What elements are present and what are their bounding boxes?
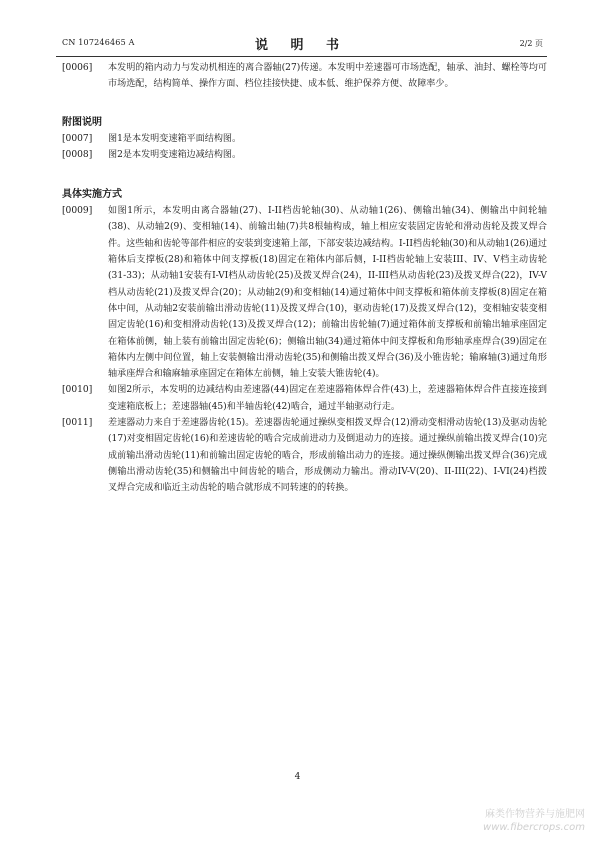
paragraph-number: [0010] (62, 385, 93, 396)
paragraph-text: 如图2所示，本发明的边减结构由差速器(44)固定在差速器箱体焊合件(43)上，差速器箱体焊合件直接连接到变速箱底板上；差速器轴(45)和半轴齿轮(42)啮合，通过半轴驱动行走。 (108, 385, 547, 412)
watermark (483, 808, 585, 834)
paragraph (62, 382, 547, 415)
paragraph-number: [0011] (62, 418, 93, 429)
document-body (62, 60, 547, 497)
paragraph (62, 203, 547, 382)
watermark-url: www.fibercrops.com (483, 822, 585, 833)
paragraph-text: 如图1所示，本发明由离合器轴(27)、I-II档齿轮轴(30)、从动轴1(26)、侧输出轴(34)、侧输出中间轮轴(38)、从动轴2(9)、变相轴(14)、前输出轴(7)共8根轴构成，轴上相应安装固定齿轮和滑动齿轮及拨叉焊合件。这些轴和齿轮等部件相应的安装到变速箱上部，下部安装边减结构。I-II档齿轮轴(30)和从动轴1(26)通过箱体后支撑板(28)和箱体中间支撑板(18)固定在箱体内部后侧，I-II档齿轮轴上安装III、IV、V档主动齿轮(31-33)；从动轴1安装有I-VI档从动齿轮(25)及拨叉焊合(24)，II-III档从动齿轮(23)及拨叉焊合(22)，IV-V档从动齿轮(21)及拨叉焊合(20)；从动轴2(9)和变相轴(14)通过箱体中间支撑板和箱体前支撑板(8)固定在箱体中间，从动轴2安装前输出滑动齿轮(11)及拨叉焊合(10)，驱动齿轮(17)及拨叉焊合(12)，变相轴安装变相固定齿轮(16)和变相滑动齿轮(13)及拨叉焊合(12)；前输出齿轮轴(7)通过箱体前支撑板和前输出轴承座固定在箱体前侧，轴上装有前输出固定齿轮(6)；侧输出轴(34)通过箱体中间支撑板和角形轴承座焊合(39)固定在箱体内左侧中间位置，轴上安装侧输出滑动齿轮(35)和侧输出拨叉焊合(36)及小锥齿轮；输麻轴(3)通过角形轴承座焊合和输麻轴承座固定在箱体左前侧，轴上安装大锥齿轮(4)。 (108, 206, 547, 380)
paragraph-number: [0009] (62, 206, 93, 217)
paragraph-text: 本发明的箱内动力与发动机相连的离合器轴(27)传递。本发明中差速器可市场选配，轴承、油封、螺栓等均可市场选配，结构简单、操作方面、档位挂接快捷、成本低、维护保养方便、故障率少。 (108, 63, 547, 90)
publication-number: CN 107246465 A (62, 38, 135, 47)
paragraph (62, 131, 547, 147)
document-title: 说 明 书 (254, 38, 349, 53)
page-header (56, 30, 547, 57)
page-count: 2/2 页 (519, 39, 543, 48)
section-heading-embodiment: 具体实施方式 (62, 189, 122, 201)
paragraph (62, 60, 547, 93)
paragraph-text: 图2是本发明变速箱边减结构图。 (108, 149, 242, 160)
paragraph-number: [0007] (62, 133, 93, 144)
paragraph-text: 差速器动力来自于差速器齿轮(15)。差速器齿轮通过操纵变相拨叉焊合(12)滑动变相滑动齿轮(13)及驱动齿轮(17)对变相固定齿轮(16)和差速齿轮的啮合完成前进动力及倒退动力的连接。通过操纵前输出拨叉焊合(10)完成前输出滑动齿轮(11)和前输出固定齿轮的啮合，形成前输出动力的连接。通过操纵侧输出拨叉焊合(36)完成侧输出滑动齿轮(35)和侧输出中间齿轮的啮合，形成侧动力输出。滑动IV-V(20)、II-III(22)、I-VI(24)档拨叉焊合完成和临近主动齿轮的啮合就形成不同转速的的转换。 (108, 418, 547, 494)
section-heading-figures: 附图说明 (62, 116, 102, 128)
paragraph (62, 147, 547, 163)
paragraph-number: [0006] (62, 63, 93, 73)
paragraph-number: [0008] (62, 149, 93, 160)
paragraph (62, 415, 547, 496)
page-number: 4 (294, 772, 301, 782)
paragraph-text: 图1是本发明变速箱平面结构图。 (108, 133, 242, 144)
watermark-site-name: 麻类作物营养与施肥网 (485, 809, 585, 820)
